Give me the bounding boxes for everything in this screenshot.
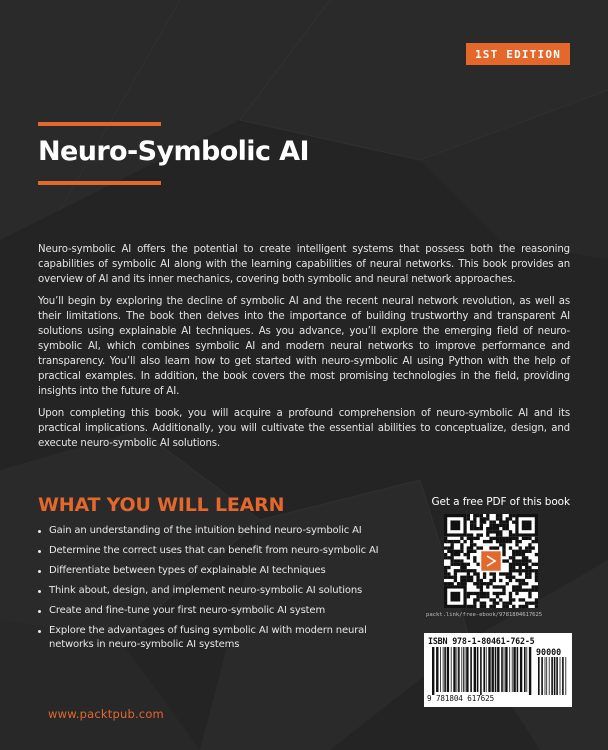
edition-badge: 1ST EDITION <box>466 43 570 65</box>
book-description <box>38 242 570 458</box>
description-paragraph: Upon completing this book, you will acquire a profound comprehension of neuro-symbolic AI and its practical implications. Additionally, you will cultivate the essential abilities to conceptualize, design, and execute neuro-symbolic AI solutions. <box>38 408 570 449</box>
title-rule-top <box>38 122 161 126</box>
learn-item: Differentiate between types of explainable AI techniques <box>38 564 414 578</box>
price-code: 90000 <box>536 647 562 657</box>
qr-code[interactable] <box>444 514 538 608</box>
book-title: Neuro-Symbolic AI <box>38 136 309 167</box>
ean-digits: 9 781804 617625 <box>427 694 495 703</box>
isbn-text: ISBN 978-1-80461-762-5 <box>428 636 535 646</box>
learn-item: Determine the correct uses that can benefit from neuro-symbolic AI <box>38 544 414 558</box>
isbn-barcode <box>424 633 572 707</box>
qr-code-image <box>444 514 538 608</box>
description-paragraph: Neuro-symbolic AI offers the potential to create intelligent systems that possess both the reasoning capabilities of symbolic AI along with the learning capabilities of neural networks. This book provides an overview of AI and its inner mechanics, covering both symbolic and neural network approaches. <box>38 244 570 285</box>
free-ebook-link[interactable]: packt.link/free-ebook/9781804617625 <box>426 612 543 618</box>
description-paragraph: You’ll begin by exploring the decline of symbolic AI and the recent neural network revolution, as well as their limitations. The book then delves into the importance of building trustworthy and transparent AI solutions using explainable AI techniques. As you advance, you’ll explore the emerging field of neuro-symbolic AI, which combines symbolic AI and modern neural networks to improve performance and transparency. You’ll also learn how to get started with neuro-symbolic AI using Python with the help of practical examples. In addition, the book covers the most promising technologies in the field, providing insights into the future of AI. <box>38 296 570 397</box>
learn-item: Create and fine-tune your first neuro-symbolic AI system <box>38 604 414 618</box>
learn-heading: WHAT YOU WILL LEARN <box>38 494 285 516</box>
learn-item: Gain an understanding of the intuition behind neuro-symbolic AI <box>38 524 414 538</box>
packt-logo-icon <box>481 551 500 570</box>
learn-item: Explore the advantages of fusing symbolic AI with modern neural networks in neuro-symbolic AI systems <box>38 624 414 652</box>
learn-list <box>38 524 414 658</box>
title-rule-bottom <box>38 181 161 185</box>
learn-item: Think about, design, and implement neuro-symbolic AI solutions <box>38 584 414 598</box>
free-pdf-label: Get a free PDF of this book <box>431 496 570 508</box>
website-link[interactable]: www.packtpub.com <box>48 707 164 721</box>
